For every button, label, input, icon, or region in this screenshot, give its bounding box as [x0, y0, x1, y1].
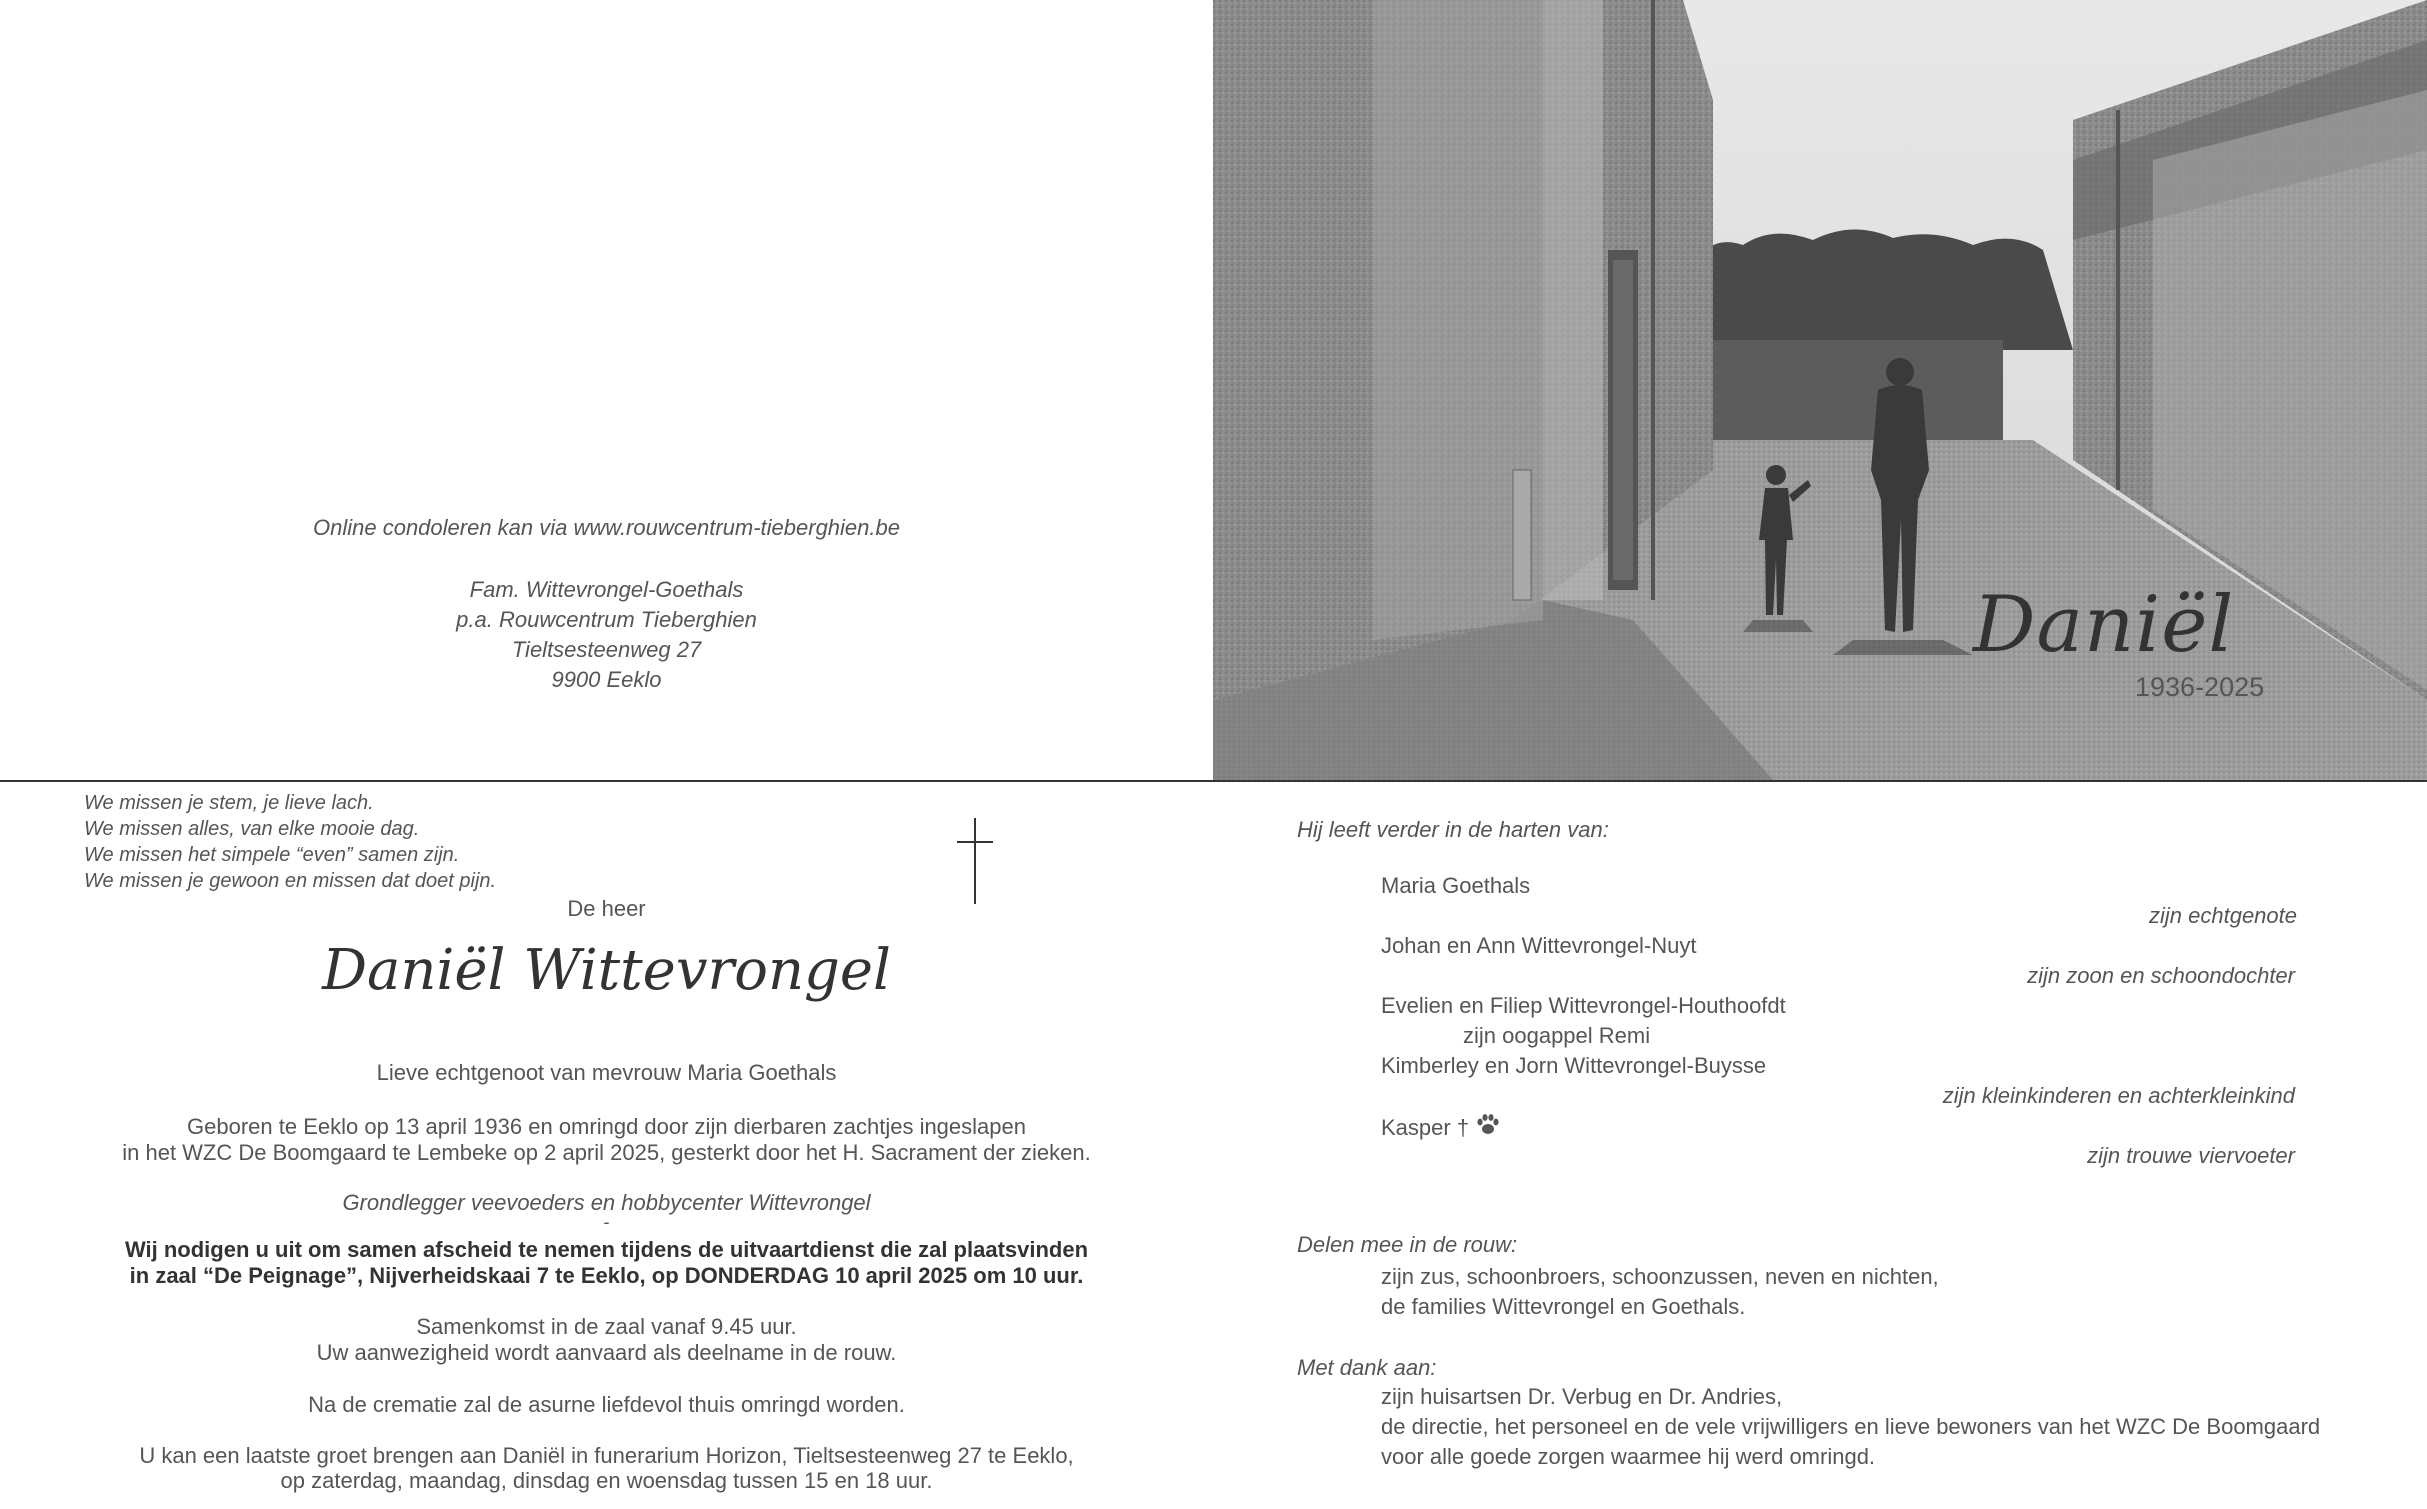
poem-line: We missen je stem, je lieve lach.: [84, 792, 374, 814]
spouse-line: Lieve echtgenoot van mevrouw Maria Goethals: [376, 1060, 837, 1085]
thanks-line: de directie, het personeel en de vele vrijwilligers en lieve bewoners van het WZC De Boomgaard: [1381, 1414, 2321, 1439]
photo-illustration: [1213, 0, 2427, 780]
contact-block: [0, 0, 1213, 780]
gathering-line: Uw aanwezigheid wordt aanvaard als deelname in de rouw.: [316, 1340, 897, 1365]
family-member: [1381, 1113, 1501, 1141]
thanks-line: zijn huisartsen Dr. Verbug en Dr. Andries,: [1381, 1384, 1783, 1409]
poem-line: We missen je gewoon en missen dat doet pijn.: [84, 870, 497, 892]
address-line: p.a. Rouwcentrum Tieberghien: [456, 607, 757, 632]
address-line: Tieltsesteenweg 27: [511, 637, 702, 662]
family-member: Kimberley en Jorn Wittevrongel-Buysse: [1381, 1053, 1767, 1078]
poem-line: We missen alles, van elke mooie dag.: [84, 818, 420, 840]
photo-years: 1936-2025: [2135, 672, 2265, 702]
family-member: Johan en Ann Wittevrongel-Nuyt: [1381, 933, 1697, 958]
mourning-line: de families Wittevrongel en Goethals.: [1381, 1294, 1746, 1319]
pet-name: Kasper †: [1381, 1115, 1470, 1140]
address-line: Fam. Wittevrongel-Goethals: [469, 577, 744, 602]
thanks-heading: Met dank aan:: [1297, 1355, 1437, 1380]
family-member-sub: zijn oogappel Remi: [1463, 1023, 1651, 1048]
condolence-text: Online condoleren kan via www.rouwcentrum-tieberghien.be: [313, 515, 900, 540]
family-relation: zijn zoon en schoondochter: [2027, 963, 2295, 988]
fold-divider: [0, 780, 2427, 782]
cremation-line: Na de crematie zal de asurne liefdevol thuis omringd worden.: [308, 1392, 905, 1417]
separator-dash: -: [603, 1212, 610, 1232]
birth-line: Geboren te Eeklo op 13 april 1936 en omringd door zijn dierbaren zachtjes ingeslapen: [187, 1114, 1026, 1139]
visit-line: op zaterdag, maandag, dinsdag en woensdag tussen 15 en 18 uur.: [280, 1468, 933, 1493]
deceased-name: Daniël Wittevrongel: [322, 938, 891, 1003]
family-relation: zijn echtgenote: [2149, 903, 2297, 928]
family-relation: zijn kleinkinderen en achterkleinkind: [1942, 1083, 2295, 1108]
family-relation: zijn trouwe viervoeter: [2087, 1143, 2295, 1168]
cross-icon: [955, 818, 995, 904]
founder-line: Grondlegger veevoeders en hobbycenter Wittevrongel: [342, 1190, 871, 1215]
address-line: 9900 Eeklo: [551, 667, 662, 692]
memorial-photo: [1213, 0, 2427, 780]
visit-line: U kan een laatste groet brengen aan Daniël in funerarium Horizon, Tieltsesteenweg 27 te Eeklo,: [139, 1443, 1074, 1468]
invitation-line: Wij nodigen u uit om samen afscheid te nemen tijdens de uitvaartdienst die zal plaatsvinden: [124, 1237, 1089, 1262]
thanks-line: voor alle goede zorgen waarmee hij werd omringd.: [1381, 1444, 1876, 1469]
gathering-line: Samenkomst in de zaal vanaf 9.45 uur.: [416, 1314, 797, 1339]
family-member: Evelien en Filiep Wittevrongel-Houthoofdt: [1381, 993, 1786, 1018]
paw-icon: [1475, 1113, 1501, 1137]
birth-line: in het WZC De Boomgaard te Lembeke op 2 april 2025, gesterkt door het H. Sacrament der zieken.: [122, 1140, 1091, 1165]
mourning-line: zijn zus, schoonbroers, schoonzussen, neven en nichten,: [1381, 1264, 1939, 1289]
salutation: De heer: [567, 896, 646, 921]
family-heading: Hij leeft verder in de harten van:: [1297, 817, 1609, 842]
poem-line: We missen het simpele “even” samen zijn.: [84, 844, 460, 866]
mourning-heading: Delen mee in de rouw:: [1297, 1232, 1518, 1257]
photo-name: Daniël: [1973, 580, 2235, 670]
family-member: Maria Goethals: [1381, 873, 1531, 898]
invitation-line: in zaal “De Peignage”, Nijverheidskaai 7 te Eeklo, op DONDERDAG 10 april 2025 om 10 uur.: [129, 1263, 1084, 1288]
